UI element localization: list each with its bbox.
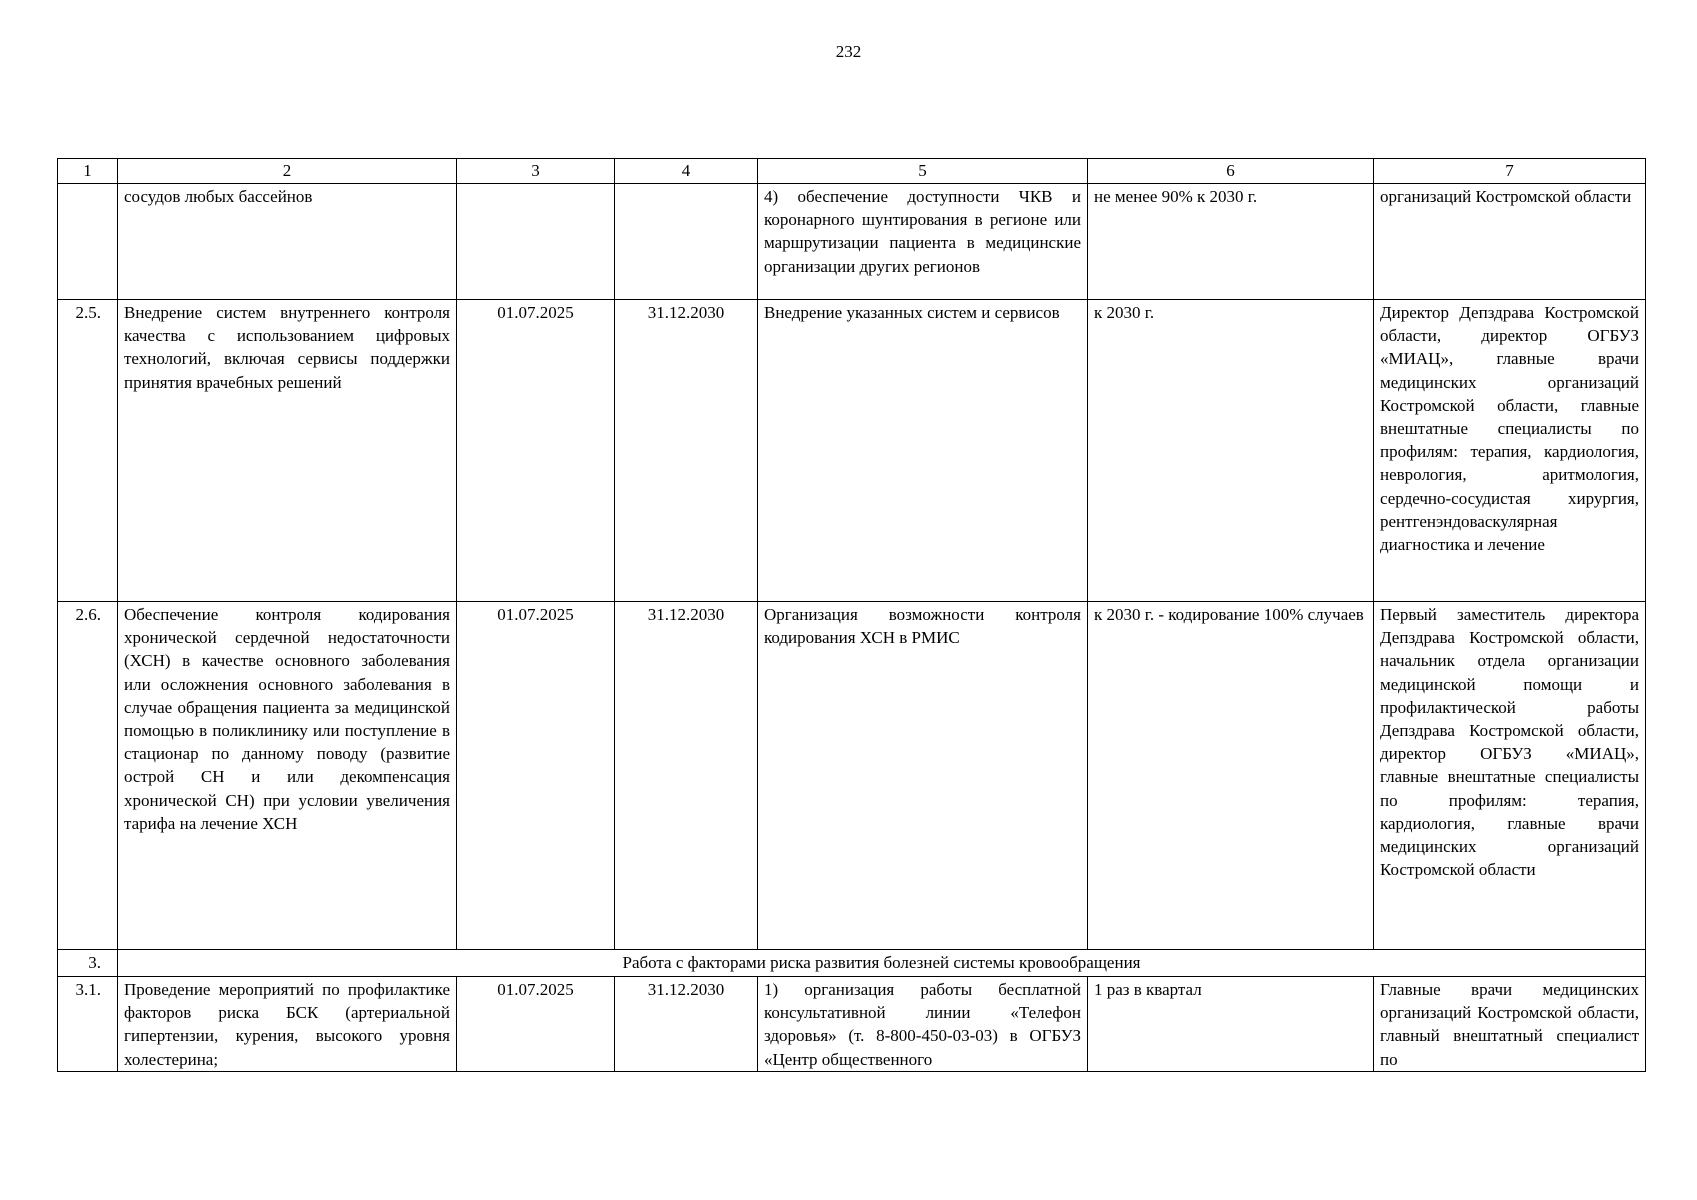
target-indicator: 1 раз в квартал — [1088, 977, 1374, 1072]
section-row — [58, 950, 1646, 977]
end-date: 31.12.2030 — [615, 300, 758, 602]
end-date — [615, 184, 758, 300]
expected-result: Организация возможности контроля кодирования ХСН в РМИС — [758, 602, 1088, 950]
section-title: Работа с факторами риска развития болезней системы кровообращения — [118, 950, 1646, 977]
expected-result: 1) организация работы бесплатной консультативной линии «Телефон здоровья» (т. 8-800-450-03-03) в ОГБУЗ «Центр общественного — [758, 977, 1088, 1072]
end-date: 31.12.2030 — [615, 602, 758, 950]
end-date: 31.12.2030 — [615, 977, 758, 1072]
start-date: 01.07.2025 — [457, 300, 615, 602]
start-date — [457, 184, 615, 300]
measures-table — [57, 158, 1646, 1072]
column-number: 4 — [615, 159, 758, 184]
start-date: 01.07.2025 — [457, 977, 615, 1072]
table-row — [58, 977, 1646, 1072]
column-number: 2 — [118, 159, 457, 184]
column-number: 3 — [457, 159, 615, 184]
expected-result: Внедрение указанных систем и сервисов — [758, 300, 1088, 602]
section-number: 3. — [58, 950, 118, 977]
measure-name: сосудов любых бассейнов — [118, 184, 457, 300]
start-date: 01.07.2025 — [457, 602, 615, 950]
row-number: 3.1. — [58, 977, 118, 1072]
responsible-persons: Первый заместитель директора Депздрава Костромской области, начальник отдела организации медицинской помощи и профилактической работы Депздрава Костромской области, директор ОГБУЗ «МИАЦ», главные внештатные специалисты по профилям: терапия, кардиология, главные врачи медицинских организаций Костромской области — [1374, 602, 1646, 950]
responsible-persons: Директор Депздрава Костромской области, директор ОГБУЗ «МИАЦ», главные врачи медицинских организаций Костромской области, главные внештатные специалисты по профилям: терапия, кардиология, неврология, аритмология, сердечно-сосудистая хирургия, рентгенэндоваскулярная диагностика и лечение — [1374, 300, 1646, 602]
target-indicator: к 2030 г. — [1088, 300, 1374, 602]
expected-result: 4) обеспечение доступности ЧКВ и коронарного шунтирования в регионе или маршрутизации пациента в медицинские организации других регионов — [758, 184, 1088, 300]
responsible-persons: Главные врачи медицинских организаций Костромской области, главный внештатный специалист по — [1374, 977, 1646, 1072]
row-number: 2.6. — [58, 602, 118, 950]
measure-name: Проведение мероприятий по профилактике факторов риска БСК (артериальной гипертензии, курения, высокого уровня холестерина; — [118, 977, 457, 1072]
column-number: 5 — [758, 159, 1088, 184]
row-number: 2.5. — [58, 300, 118, 602]
table-row — [58, 300, 1646, 602]
table-row — [58, 602, 1646, 950]
table-header-row — [58, 159, 1646, 184]
column-number: 6 — [1088, 159, 1374, 184]
table-row — [58, 184, 1646, 300]
measure-name: Обеспечение контроля кодирования хронической сердечной недостаточности (ХСН) в качестве основного заболевания или осложнения основного заболевания в случае обращения пациента за медицинской помощью в поликлинику или поступление в стационар по данному поводу (развитие острой СН и или декомпенсация хронической СН) при условии увеличения тарифа на лечение ХСН — [118, 602, 457, 950]
target-indicator: к 2030 г. - кодирование 100% случаев — [1088, 602, 1374, 950]
target-indicator: не менее 90% к 2030 г. — [1088, 184, 1374, 300]
measure-name: Внедрение систем внутреннего контроля качества с использованием цифровых технологий, включая сервисы поддержки принятия врачебных решений — [118, 300, 457, 602]
column-number: 7 — [1374, 159, 1646, 184]
page-number: 232 — [835, 42, 862, 61]
column-number: 1 — [58, 159, 118, 184]
responsible-persons: организаций Костромской области — [1374, 184, 1646, 300]
row-number — [58, 184, 118, 300]
